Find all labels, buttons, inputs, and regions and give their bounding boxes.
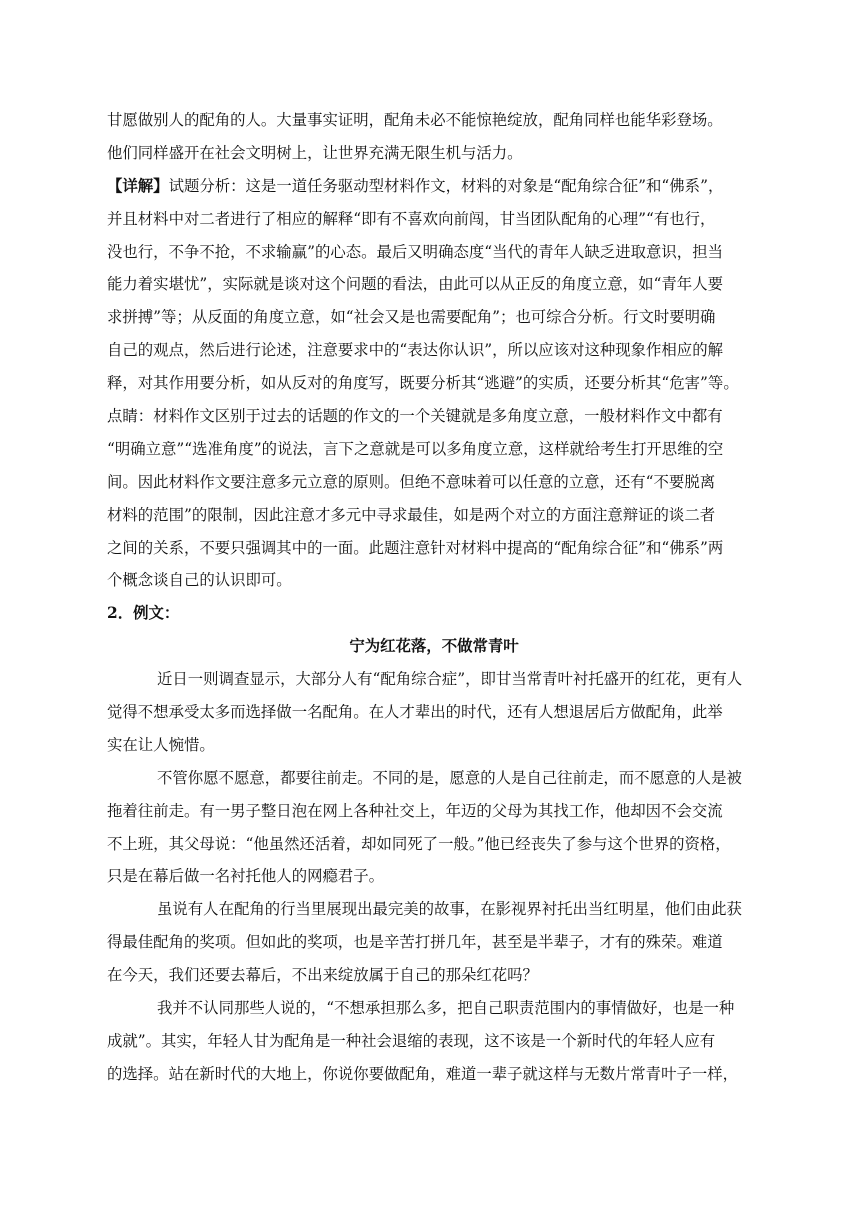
text-line: 材料的范围”的限制，因此注意才多元中寻求最佳，如是两个对立的方面注意辩证的谈二者 (107, 505, 716, 524)
text-line: 甘愿做别人的配角的人。大量事实证明，配角未必不能惊艳绽放，配角同样也能华彩登场。 (107, 111, 723, 129)
text-line: 能力着实堪忧”，实际就是谈对这个问题的看法，由此可以从正反的角度立意，如“青年人要 (107, 275, 723, 294)
analysis-first-text: 试题分析：这是一道任务驱动型材料作文，材料的对象是“配角综合征”和“佛系”， (168, 176, 724, 195)
analysis-tag: 【详解】 (107, 176, 169, 195)
section-heading: 2．例文： (107, 604, 180, 623)
paragraph-first-line: 虽说有人在配角的行当里展现出最完美的故事，在影视界衬托出当红明星，他们由此获 (157, 900, 742, 919)
text-line: 他们同样盛开在社会文明树上，让世界充满无限生机与活力。 (107, 143, 523, 162)
text-line: 间。因此材料作文要注意多元立意的原则。但绝不意味着可以任意的立意，还有“不要脱离 (107, 472, 716, 491)
text-line: 释，对其作用要分析，如从反对的角度写，既要分析其“逃避”的实质，还要分析其“危害”等。 (107, 374, 739, 393)
text-line: 拖着往前走。有一男子整日泡在网上各种社交上，年迈的父母为其找工作，他却因不会交流 (107, 801, 723, 820)
analysis-first-line (107, 170, 761, 203)
text-line: 没也行，不争不抢，不求输赢”的心态。最后又明确态度“当代的青年人缺乏进取意识，担当 (107, 242, 723, 261)
text-line: 之间的关系，不要只强调其中的一面。此题注意针对材料中提高的“配角综合征”和“佛系”两 (107, 538, 724, 557)
paragraph-first-line: 近日一则调查显示，大部分人有“配角综合症”，即甘当常青叶衬托盛开的红花，更有人 (157, 670, 743, 689)
paragraph-first-line: 我并不认同那些人说的，“不想承担那么多，把自己职责范围内的事情做好，也是一种 (157, 999, 735, 1018)
text-line: 不上班，其父母说：“他虽然还活着，却如同死了一般。”他已经丧失了参与这个世界的资格， (107, 834, 731, 853)
essay-title: 宁为红花落，不做常青叶 (349, 637, 519, 656)
text-line: 成就”。其实，年轻人甘为配角是一种社会退缩的表现，这不该是一个新时代的年轻人应有 (107, 1031, 716, 1050)
text-line: 得最佳配角的奖项。但如此的奖项，也是辛苦打拼几年，甚至是半辈子，才有的殊荣。难道 (107, 933, 723, 952)
text-line: 觉得不想承受太多而选择做一名配角。在人才辈出的时代，还有人想退居后方做配角，此举 (107, 703, 723, 722)
text-line: 个概念谈自己的认识即可。 (107, 571, 292, 590)
text-line: 只是在幕后做一名衬托他人的网瘾君子。 (107, 867, 385, 886)
paragraph-first-line: 不管你愿不愿意，都要往前走。不同的是，愿意的人是自己往前走，而不愿意的人是被 (157, 768, 742, 787)
text-line: 实在让人惋惜。 (107, 735, 215, 754)
text-line: 点睛：材料作文区别于过去的话题的作文的一个关键就是多角度立意，一般材料作文中都有 (107, 407, 723, 426)
text-line: 求拼搏”等；从反面的角度立意，如“社会又是也需要配角”；也可综合分析。行文时要明确 (107, 308, 716, 327)
text-line: 并且材料中对二者进行了相应的解释“即有不喜欢向前闯，甘当团队配角的心理”“有也行， (107, 209, 716, 228)
text-line: 的选择。站在新时代的大地上，你说你要做配角，难道一辈子就这样与无数片常青叶子一样， (107, 1064, 739, 1083)
text-line: 自己的观点，然后进行论述，注意要求中的“表达你认识”，所以应该对这种现象作相应的解 (107, 341, 723, 360)
text-line: “明确立意”“选准角度”的说法，言下之意就是可以多角度立意，这样就给考生打开思维的空 (107, 439, 724, 458)
document-body (107, 104, 761, 1091)
text-line: 在今天，我们还要去幕后，不出来绽放属于自己的那朵红花吗？ (107, 966, 538, 985)
